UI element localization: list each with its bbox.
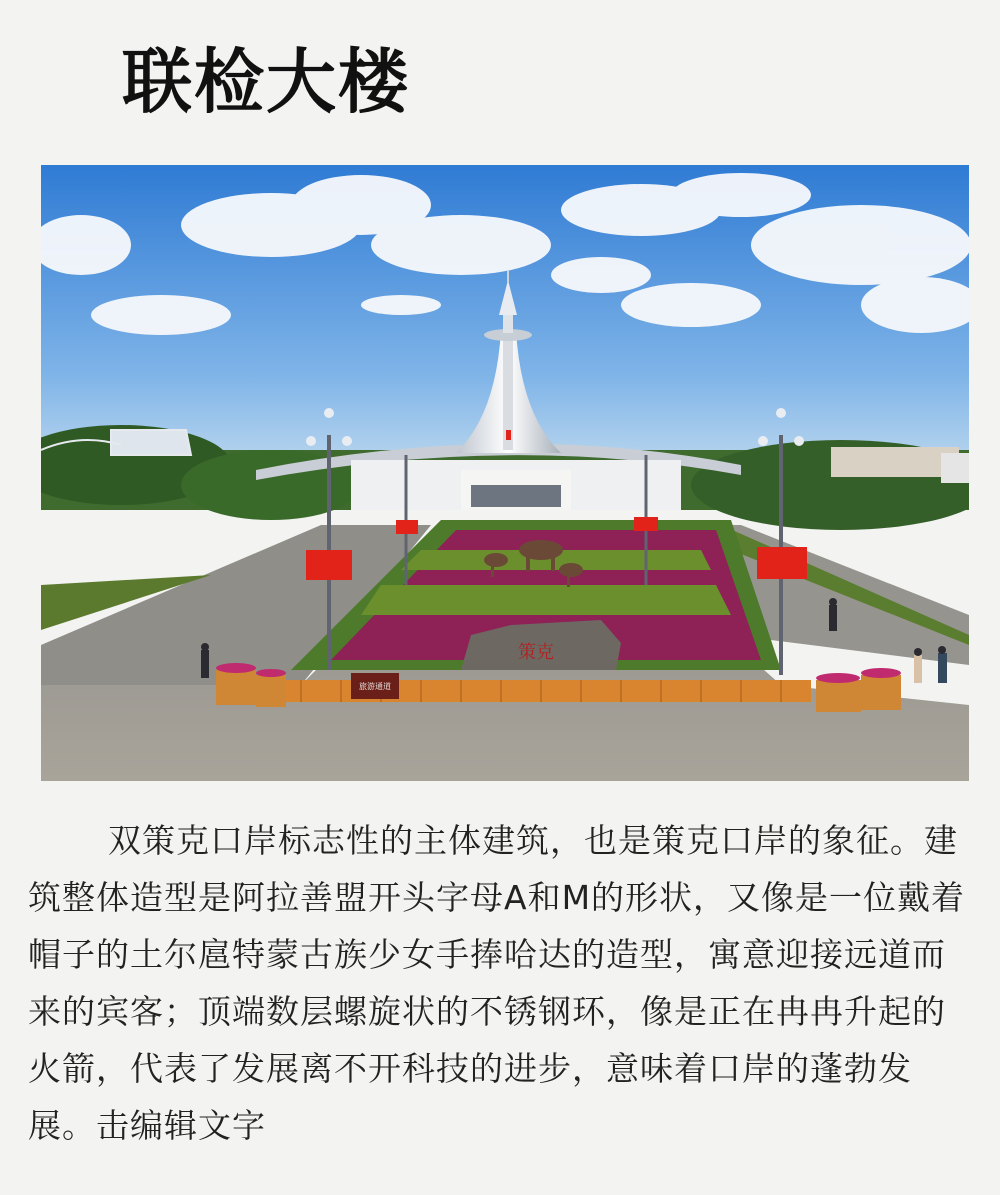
building-photo bbox=[41, 165, 969, 781]
svg-text:旅游通道: 旅游通道 bbox=[359, 682, 391, 691]
description-paragraph: 双策克口岸标志性的主体建筑，也是策克口岸的象征。建筑整体造型是阿拉善盟开头字母A和M的形状，又像是一位戴着帽子的土尔扈特蒙古族少女手捧哈达的造型，寓意迎接远道而来的宾客；顶端数层螺旋状的不锈钢环，像是正在冉冉升起的火箭，代表了发展离不开科技的进步，意味着口岸的蓬勃发展。击编辑文字 bbox=[28, 821, 966, 1145]
page-title: 联检大楼 bbox=[122, 41, 410, 123]
svg-text:策克: 策克 bbox=[518, 642, 554, 663]
